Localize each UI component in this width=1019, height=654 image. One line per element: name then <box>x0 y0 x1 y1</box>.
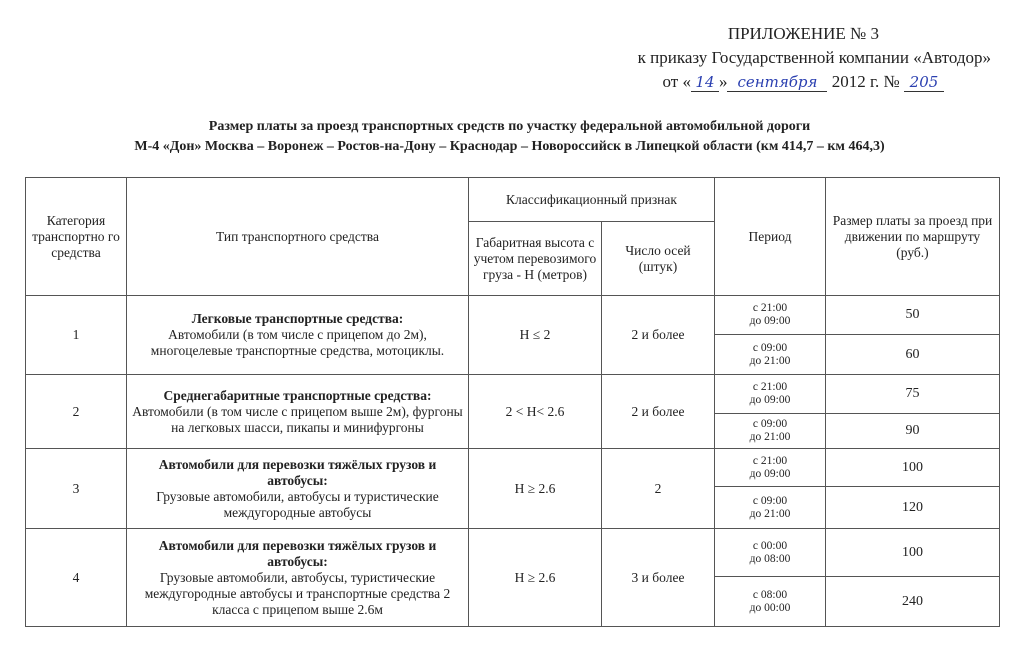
period-cell <box>715 449 826 487</box>
height-cell: 2 < H< 2.6 <box>469 375 602 449</box>
category-cell: 4 <box>26 529 127 627</box>
header-classification: Классификационный признак <box>469 178 715 222</box>
type-cell <box>127 449 469 529</box>
header-axles: Число осей (штук) <box>602 222 715 296</box>
appendix-label: ПРИЛОЖЕНИЕ № 3 <box>727 24 879 43</box>
category-cell: 3 <box>26 449 127 529</box>
type-cell <box>127 529 469 627</box>
fee-cell: 90 <box>826 414 1000 449</box>
period-to: до 21:00 <box>749 431 791 443</box>
period-to: до 08:00 <box>749 552 791 565</box>
period-cell <box>715 487 826 529</box>
handwritten-number: 205 <box>904 73 944 92</box>
period-cell <box>715 529 826 577</box>
fee-cell: 120 <box>826 487 1000 529</box>
date-year: 2012 г. № <box>831 72 900 91</box>
type-title: Среднегабаритные транспортные средства: <box>163 387 432 403</box>
period-from: с 09:00 <box>752 418 788 430</box>
period-from: с 09:00 <box>752 494 788 507</box>
period-from: с 21:00 <box>752 381 788 393</box>
type-title: Автомобили для перевозки тяжёлых грузов и автобусы: <box>158 456 437 488</box>
category-cell: 1 <box>26 296 127 375</box>
fee-cell: 50 <box>826 296 1000 335</box>
axles-cell: 2 <box>602 449 715 529</box>
header-period: Период <box>715 178 826 296</box>
period-cell <box>715 375 826 414</box>
table-row <box>26 296 1000 335</box>
header-type: Тип транспортного средства <box>127 178 469 296</box>
axles-cell: 3 и более <box>602 529 715 627</box>
title-line-2: М-4 «Дон» Москва – Воронеж – Ростов-на-Дону – Краснодар – Новороссийск в Липецкой области (км 414,7 – км 464,3) <box>134 139 885 154</box>
fee-cell: 100 <box>826 529 1000 577</box>
fee-cell: 100 <box>826 449 1000 487</box>
type-cell <box>127 375 469 449</box>
period-to: до 09:00 <box>749 394 791 406</box>
table-row <box>26 375 1000 414</box>
period-from: с 08:00 <box>752 588 788 601</box>
fee-cell: 240 <box>826 577 1000 627</box>
period-to: до 21:00 <box>749 354 791 367</box>
header-height: Габаритная высота с учетом перевозимого груза - Н (метров) <box>469 222 602 296</box>
period-from: с 21:00 <box>752 454 788 467</box>
order-label: к приказу Государственной компании «Автодор» <box>637 48 991 67</box>
date-mid: » <box>718 72 728 91</box>
table-row <box>26 529 1000 577</box>
period-cell <box>715 296 826 335</box>
axles-cell: 2 и более <box>602 296 715 375</box>
period-cell <box>715 414 826 449</box>
period-from: с 00:00 <box>752 539 788 552</box>
handwritten-month: сентября <box>727 73 827 92</box>
header-category: Категория транспортно го средства <box>26 178 127 296</box>
period-from: с 09:00 <box>752 341 788 354</box>
type-desc: Грузовые автомобили, автобусы, туристические междугородные автобусы и транспортные средства 2 класса с прицепом выше 2.6м <box>144 569 451 617</box>
type-desc: Автомобили (в том числе с прицепом выше 2м), фургоны на легковых шасси, пикапы и минифургоны <box>132 403 463 435</box>
fee-table <box>25 177 1000 627</box>
category-cell: 2 <box>26 375 127 449</box>
date-prefix: от « <box>662 72 691 91</box>
type-cell <box>127 296 469 375</box>
header-fee: Размер платы за проезд при движении по маршруту (руб.) <box>826 178 1000 296</box>
type-desc: Грузовые автомобили, автобусы и туристические междугородные автобусы <box>156 488 439 520</box>
order-date <box>663 72 945 92</box>
period-to: до 09:00 <box>749 467 791 480</box>
fee-cell: 60 <box>826 335 1000 375</box>
fee-cell: 75 <box>826 375 1000 414</box>
height-cell: H ≥ 2.6 <box>469 449 602 529</box>
type-desc: Автомобили (в том числе с прицепом до 2м), многоцелевые транспортные средства, мотоциклы. <box>150 327 445 358</box>
period-to: до 21:00 <box>749 507 791 520</box>
period-to: до 09:00 <box>749 315 791 327</box>
handwritten-day: 14 <box>691 73 719 92</box>
period-cell <box>715 335 826 375</box>
period-cell <box>715 577 826 627</box>
document-title <box>0 117 1019 157</box>
axles-cell: 2 и более <box>602 375 715 449</box>
height-cell: H ≤ 2 <box>469 296 602 375</box>
title-line-1: Размер платы за проезд транспортных средств по участку федеральной автомобильной дороги <box>208 119 811 134</box>
period-from: с 21:00 <box>752 302 788 314</box>
period-to: до 00:00 <box>749 601 791 614</box>
type-title: Легковые транспортные средства: <box>191 311 404 326</box>
table-row <box>26 449 1000 487</box>
height-cell: H ≥ 2.6 <box>469 529 602 627</box>
type-title: Автомобили для перевозки тяжёлых грузов и автобусы: <box>158 537 437 569</box>
